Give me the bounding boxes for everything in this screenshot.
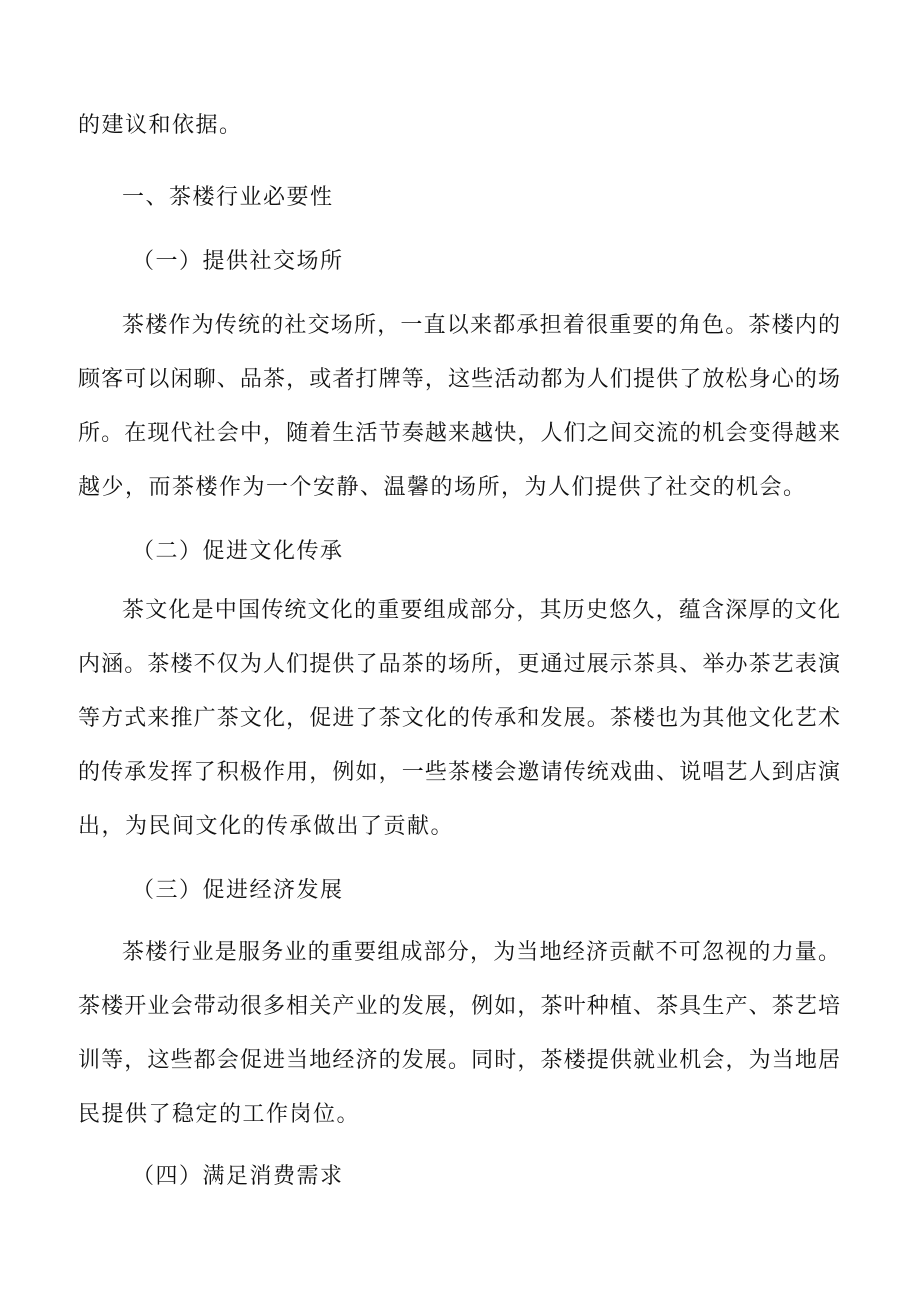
subsection-heading: （一）提供社交场所	[132, 249, 344, 274]
paragraph-line: 茶楼行业是服务业的重要组成部分，为当地经济贡献不可忽视的力量。	[122, 940, 840, 965]
subsection-heading: （四）满足消费需求	[132, 1164, 344, 1189]
paragraph-line: 训等，这些都会促进当地经济的发展。同时，茶楼提供就业机会，为当地居	[78, 1048, 840, 1073]
section-heading: 一、茶楼行业必要性	[122, 185, 334, 210]
paragraph-line: 茶文化是中国传统文化的重要组成部分，其历史悠久，蕴含深厚的文化	[122, 598, 840, 623]
paragraph-line: 内涵。茶楼不仅为人们提供了品茶的场所，更通过展示茶具、举办茶艺表演	[78, 652, 840, 677]
paragraph-line: 茶楼作为传统的社交场所，一直以来都承担着很重要的角色。茶楼内的	[122, 313, 840, 338]
subsection-heading: （三）促进经济发展	[132, 878, 344, 903]
paragraph-line: 顾客可以闲聊、品茶，或者打牌等，这些活动都为人们提供了放松身心的场	[78, 367, 840, 392]
paragraph-line: 的建议和依据。	[78, 113, 243, 138]
paragraph-line: 所。在现代社会中，随着生活节奏越来越快，人们之间交流的机会变得越来	[78, 421, 840, 446]
subsection-heading: （二）促进文化传承	[132, 539, 344, 564]
paragraph-line: 茶楼开业会带动很多相关产业的发展，例如，茶叶种植、茶具生产、茶艺培	[78, 994, 840, 1019]
paragraph-line: 出，为民间文化的传承做出了贡献。	[78, 814, 455, 839]
paragraph-line: 等方式来推广茶文化，促进了茶文化的传承和发展。茶楼也为其他文化艺术	[78, 706, 840, 731]
paragraph-line: 民提供了稳定的工作岗位。	[78, 1102, 361, 1127]
paragraph-line: 越少，而茶楼作为一个安静、温馨的场所，为人们提供了社交的机会。	[78, 475, 807, 500]
paragraph-line: 的传承发挥了积极作用，例如，一些茶楼会邀请传统戏曲、说唱艺人到店演	[78, 760, 840, 785]
